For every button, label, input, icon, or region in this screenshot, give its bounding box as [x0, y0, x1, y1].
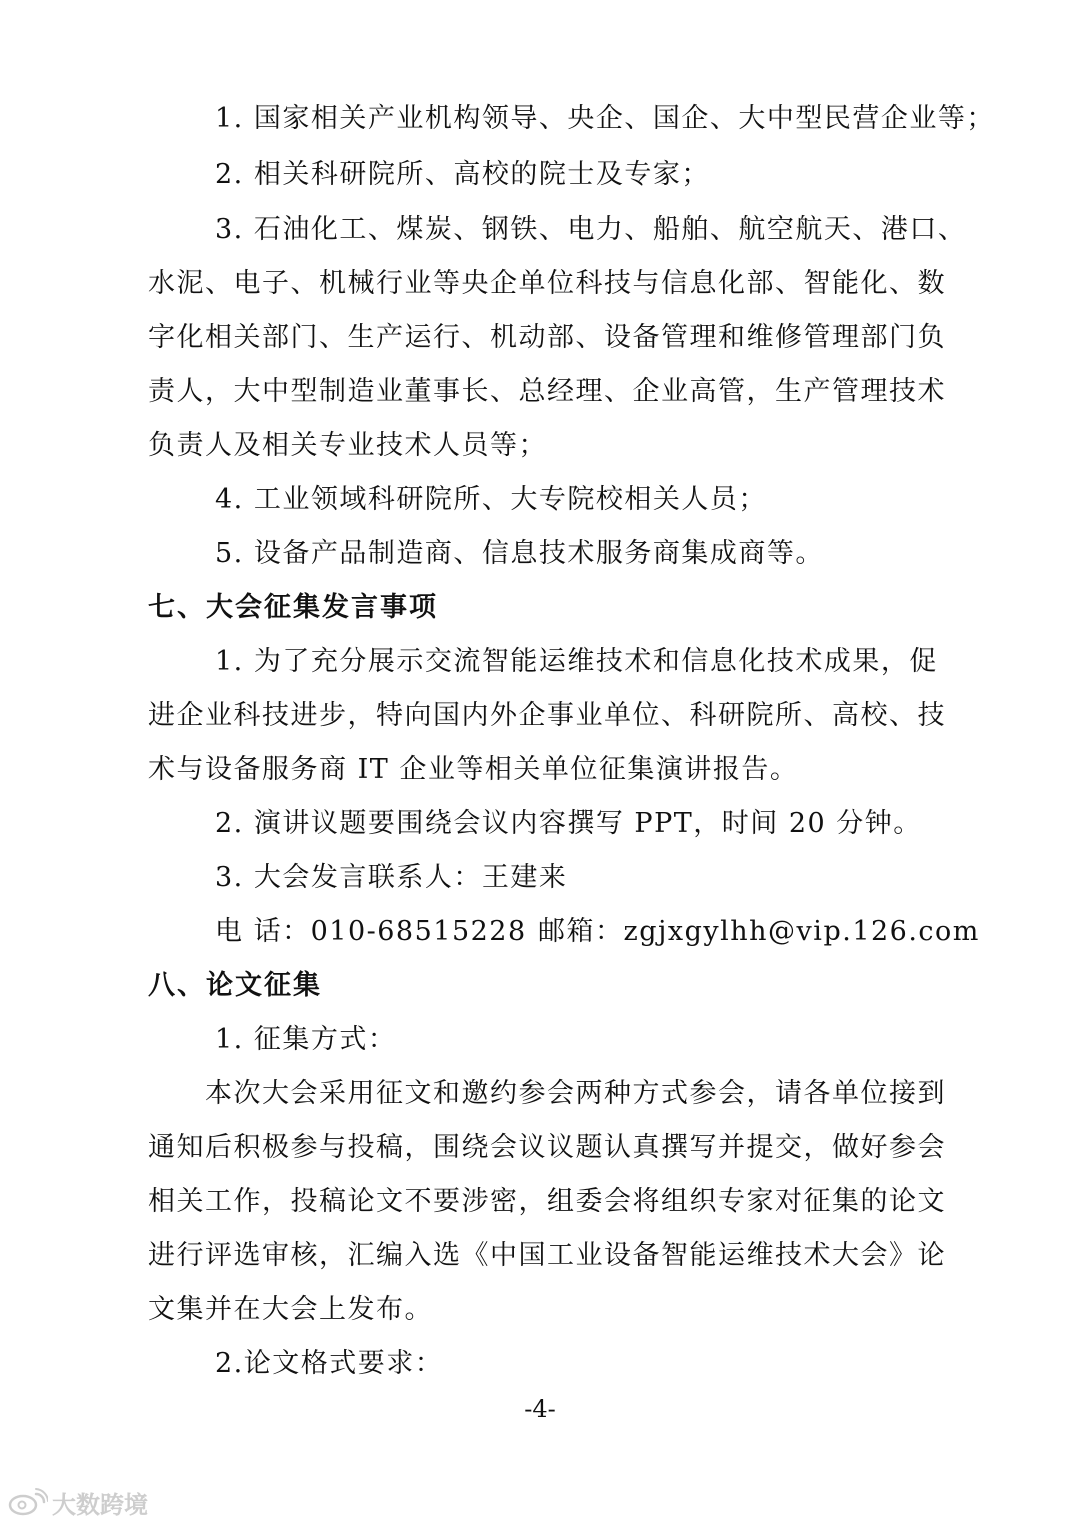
weibo-icon [8, 1488, 48, 1516]
list-item: 1. 国家相关产业机构领导、央企、国企、大中型民营企业等； [215, 103, 995, 134]
paragraph-line: 水泥、电子、机械行业等央企单位科技与信息化部、智能化、数 [148, 268, 946, 299]
page-number: -4- [524, 1395, 556, 1423]
list-item: 4. 工业领域科研院所、大专院校相关人员； [215, 484, 767, 515]
list-item: 2.论文格式要求： [215, 1348, 444, 1379]
paragraph-line: 本次大会采用征文和邀约参会两种方式参会，请各单位接到 [205, 1078, 946, 1109]
section-heading: 八、论文征集 [148, 970, 322, 1001]
paragraph-line: 进行评选审核，汇编入选《中国工业设备智能运维技术大会》论 [148, 1240, 946, 1271]
paragraph-line: 进企业科技进步，特向国内外企事业单位、科研院所、高校、技 [148, 700, 946, 731]
watermark [8, 1486, 148, 1518]
list-item: 3. 石油化工、煤炭、钢铁、电力、船舶、航空航天、港口、 [215, 214, 967, 245]
list-item: 1. 征集方式： [215, 1024, 397, 1055]
list-item: 3. 大会发言联系人：王建来 [215, 862, 568, 893]
section-heading: 七、大会征集发言事项 [148, 592, 438, 623]
paragraph-line: 责人，大中型制造业董事长、总经理、企业高管，生产管理技术 [148, 376, 946, 407]
paragraph-line: 相关工作，投稿论文不要涉密，组委会将组织专家对征集的论文 [148, 1186, 946, 1217]
paragraph-line: 通知后积极参与投稿，围绕会议议题认真撰写并提交，做好参会 [148, 1132, 946, 1163]
paragraph-line: 术与设备服务商 IT 企业等相关单位征集演讲报告。 [148, 754, 799, 785]
paragraph-line: 字化相关部门、生产运行、机动部、设备管理和维修管理部门负 [148, 322, 946, 353]
list-item: 1. 为了充分展示交流智能运维技术和信息化技术成果，促 [215, 646, 938, 677]
list-item: 2. 演讲议题要围绕会议内容撰写 PPT，时间 20 分钟。 [215, 808, 922, 839]
watermark-text: 大数跨境 [52, 1490, 148, 1519]
email-contact: 邮箱：zgjxgylhh@vip.126.com [538, 916, 980, 947]
list-item: 2. 相关科研院所、高校的院士及专家； [215, 159, 710, 190]
paragraph-line: 文集并在大会上发布。 [148, 1294, 433, 1325]
paragraph-line: 负责人及相关专业技术人员等； [148, 430, 547, 461]
list-item: 5. 设备产品制造商、信息技术服务商集成商等。 [215, 538, 824, 569]
phone-contact: 电 话：010-68515228 [215, 916, 527, 947]
